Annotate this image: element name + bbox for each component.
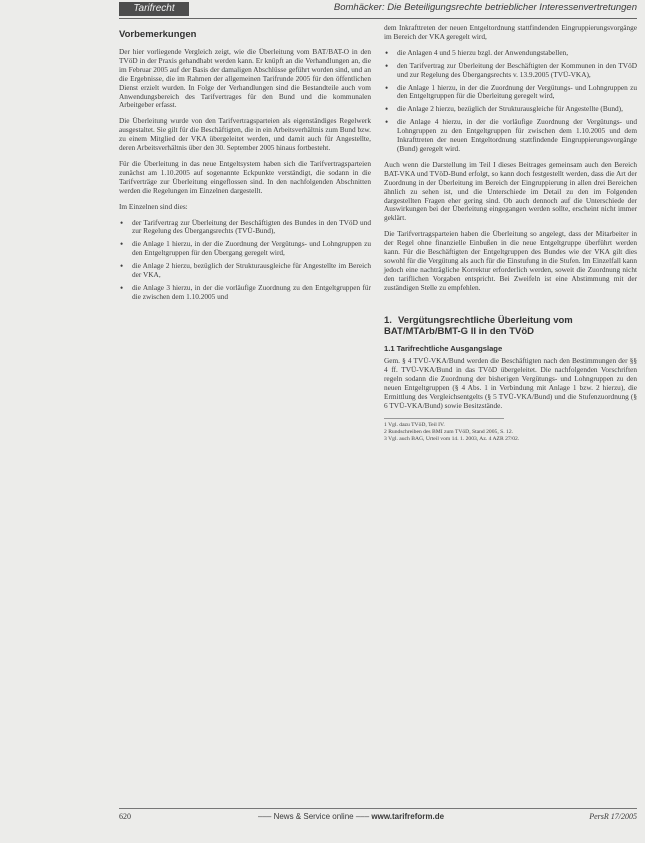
left-column	[119, 48, 371, 309]
footnote: 1 Vgl. dazu TVöD, Teil IV.	[384, 421, 445, 428]
section-number: 1.	[384, 314, 392, 326]
subsection-heading: 1.1 Tarifrechtliche Ausgangslage	[384, 343, 503, 353]
section-title: Vergütungsrechtliche Überleitung vom BAT/MTArb/BMT-G II in den TVöD	[384, 314, 573, 337]
prelim-heading: Vorbemerkungen	[119, 29, 197, 40]
list-intro: Im Einzelnen sind dies:	[119, 201, 188, 211]
list-item: • den Tarifvertrag zur Überleitung der Beschäftigten der Kommunen in den TVöD und zur Regelung des Übergangsrechts v. 13.9.2005 (TVÜ-VKA),	[384, 62, 637, 80]
paragraph: Für die Überleitung in das neue Entgeltsystem haben sich die Tarifvertragsparteien zunächst am 1.10.2005 auf sogenannte Eckpunkte verständigt, die sodann in die Tarifverträge zur Überleitung eingeflossen sind. In den nachfolgenden Abschnitten werden die Regelungen im Einzelnen dargestellt.	[119, 158, 371, 195]
agreement-list	[119, 219, 371, 302]
continued-text: dem Inkrafttreten der neuen Entgeltordnung stattfindenden Eingruppierungsvorgänge im Bereich der VKA geregelt wird,	[384, 23, 637, 41]
footer-rule	[119, 808, 637, 809]
footnote: 2 Rundschreiben des BMI zum TVöD, Stand 2005, S. 12.	[384, 428, 514, 435]
list-item: • die Anlage 1 hierzu, in der die Zuordnung der Vergütungs- und Lohngruppen zu den Entgeltgruppen für den Übergang geregelt wird,	[119, 240, 371, 258]
list-item: • die Anlage 4 hierzu, in der die vorläufige Zuordnung der Vergütungs- und Lohngruppen zu den Entgeltgruppen für zwischen dem 1.10.2005 und dem Inkrafttreten der neuen Entgeltordnung stattfindende Eingruppierungsvorgänge (Bund) geregelt wird.	[384, 118, 637, 154]
list-item: • die Anlage 3 hierzu, in der die vorläufige Zuordnung zu den Entgeltgruppen für die zwischen dem 1.10.2005 und	[119, 284, 371, 302]
section-badge: Tarifrecht	[119, 2, 189, 16]
footnotes	[384, 422, 637, 443]
list-item: • die Anlage 1 hierzu, in der die Zuordnung der Vergütungs- und Lohngruppen zu den Entgeltgruppen für die Überleitung geregelt wird,	[384, 84, 637, 102]
footnote: 3 Vgl. auch BAG, Urteil vom 14. 1. 2003, Az. 4 AZR 27/02.	[384, 435, 520, 442]
paragraph: Die Tarifvertragsparteien haben die Überleitung so angelegt, dass der Mitarbeiter in der Regel ohne finanzielle Einbußen in die neue Entgeltgruppe überführt werden kann. Für die Beschäftigten der Entgeltgruppen des Bundes wie der VKA gilt dies sowohl für die Vergütung als auch für die Einstufung in die Stufen. Im Einzelfall kann jedoch eine nachträgliche Korrektur erforderlich werden, soweit die Zuordnung nicht den tariflichen Vorgaben entspricht. Bei Zweifeln ist eine Abstimmung mit der zuständigen Stelle zu empfehlen.	[384, 229, 637, 292]
issue-label: PersR 17/2005	[589, 812, 637, 821]
section-heading	[384, 315, 637, 337]
footer-url[interactable]: www.tarifreform.de	[371, 812, 445, 821]
paragraph: Auch wenn die Darstellung im Teil I dieses Beitrages gemeinsam auch den Bereich BAT-VKA und TVöD-Bund erfolgt, so kann doch festgestellt werden, dass die Art der Zuordnung in der Überleitung im Bereich der Eingruppierung in allen drei Bereichen ähnlich zu sehen ist, und die Unterschiede im Detail zu den im Folgenden dargestellten Fragen eher gering sind. Ob auch dennoch auf die Unterschiede der Auswirkungen bei der Überleitung eingegangen werden sollte, erscheint nicht immer geklärt.	[384, 159, 637, 223]
running-header-title: Bomhäcker: Die Beteiligungsrechte betrieblicher Interessenvertretungen	[333, 2, 637, 13]
annex-list	[384, 49, 637, 154]
list-item: • der Tarifvertrag zur Überleitung der Beschäftigten des Bundes in den TVöD und zur Regelung des Übergangsrechts (TVÜ-Bund),	[119, 219, 371, 237]
footer-promo	[258, 812, 444, 821]
header-rule	[119, 18, 637, 19]
page-number: 620	[119, 812, 131, 821]
paragraph: Der hier vorliegende Vergleich zeigt, wie die Überleitung vom BAT/BAT-O in den TVöD in der Praxis gehandhabt werden kann. Er knüpft an die Verhandlungen an, die im Februar 2005 auf der Basis der damaligen Abschlüsse geführt worden sind, und an die Ergebnisse, die im Rahmen der allgemeinen Tarifrunde 2005 für den öffentlichen Dienst erzielt wurden. In Folge der Verhandlungen sind die Bestandteile auch vom Anwendungsbereich des Tarifvertrages für den Bund und die kommunalen Arbeitgeber erfasst.	[119, 47, 371, 110]
list-item: • die Anlagen 4 und 5 hierzu bzgl. der Anwendungstabellen,	[384, 49, 637, 58]
right-column	[384, 24, 637, 443]
list-item: • die Anlage 2 hierzu, bezüglich der Strukturausgleiche für Angestellte im Bereich der VKA,	[119, 262, 371, 280]
paragraph: Die Überleitung wurde von den Tarifvertragsparteien als eigenständiges Regelwerk ausgestaltet. Sie gilt für die Beschäftigten, die in ein Arbeitsverhältnis zum Bund bzw. zu einem Mitglied der VKA übergeleitet werden, und damit auch für Angestellte, deren Arbeitsverhältnis über den 30. September 2005 hinaus fortbesteht.	[119, 116, 371, 153]
list-item: • die Anlage 2 hierzu, bezüglich der Strukturausgleiche für Angestellte (Bund),	[384, 105, 637, 114]
paragraph: Gem. § 4 TVÜ-VKA/Bund werden die Beschäftigten nach den Bestimmungen der §§ 4 ff. TVÜ-VKA/Bund in das TVöD übergeleitet. Die nachfolgenden Vorschriften regeln sodann die Zuordnung der bisherigen Vergütungs- und Lohngruppen zu den neuen Entgeltgruppen (§ 4 Abs. 1 in Verbindung mit Anlage 1 bzw. 2 hierzu), die Ermittlung des Vergleichsentgelts (§ 5 TVÜ-VKA/Bund) und die Stufenzuordnung (§ 6 TVÜ-VKA/Bund) sowie Besitzstände.	[384, 356, 637, 410]
footer-promo-text: ––– News & Service online –––	[258, 812, 370, 821]
